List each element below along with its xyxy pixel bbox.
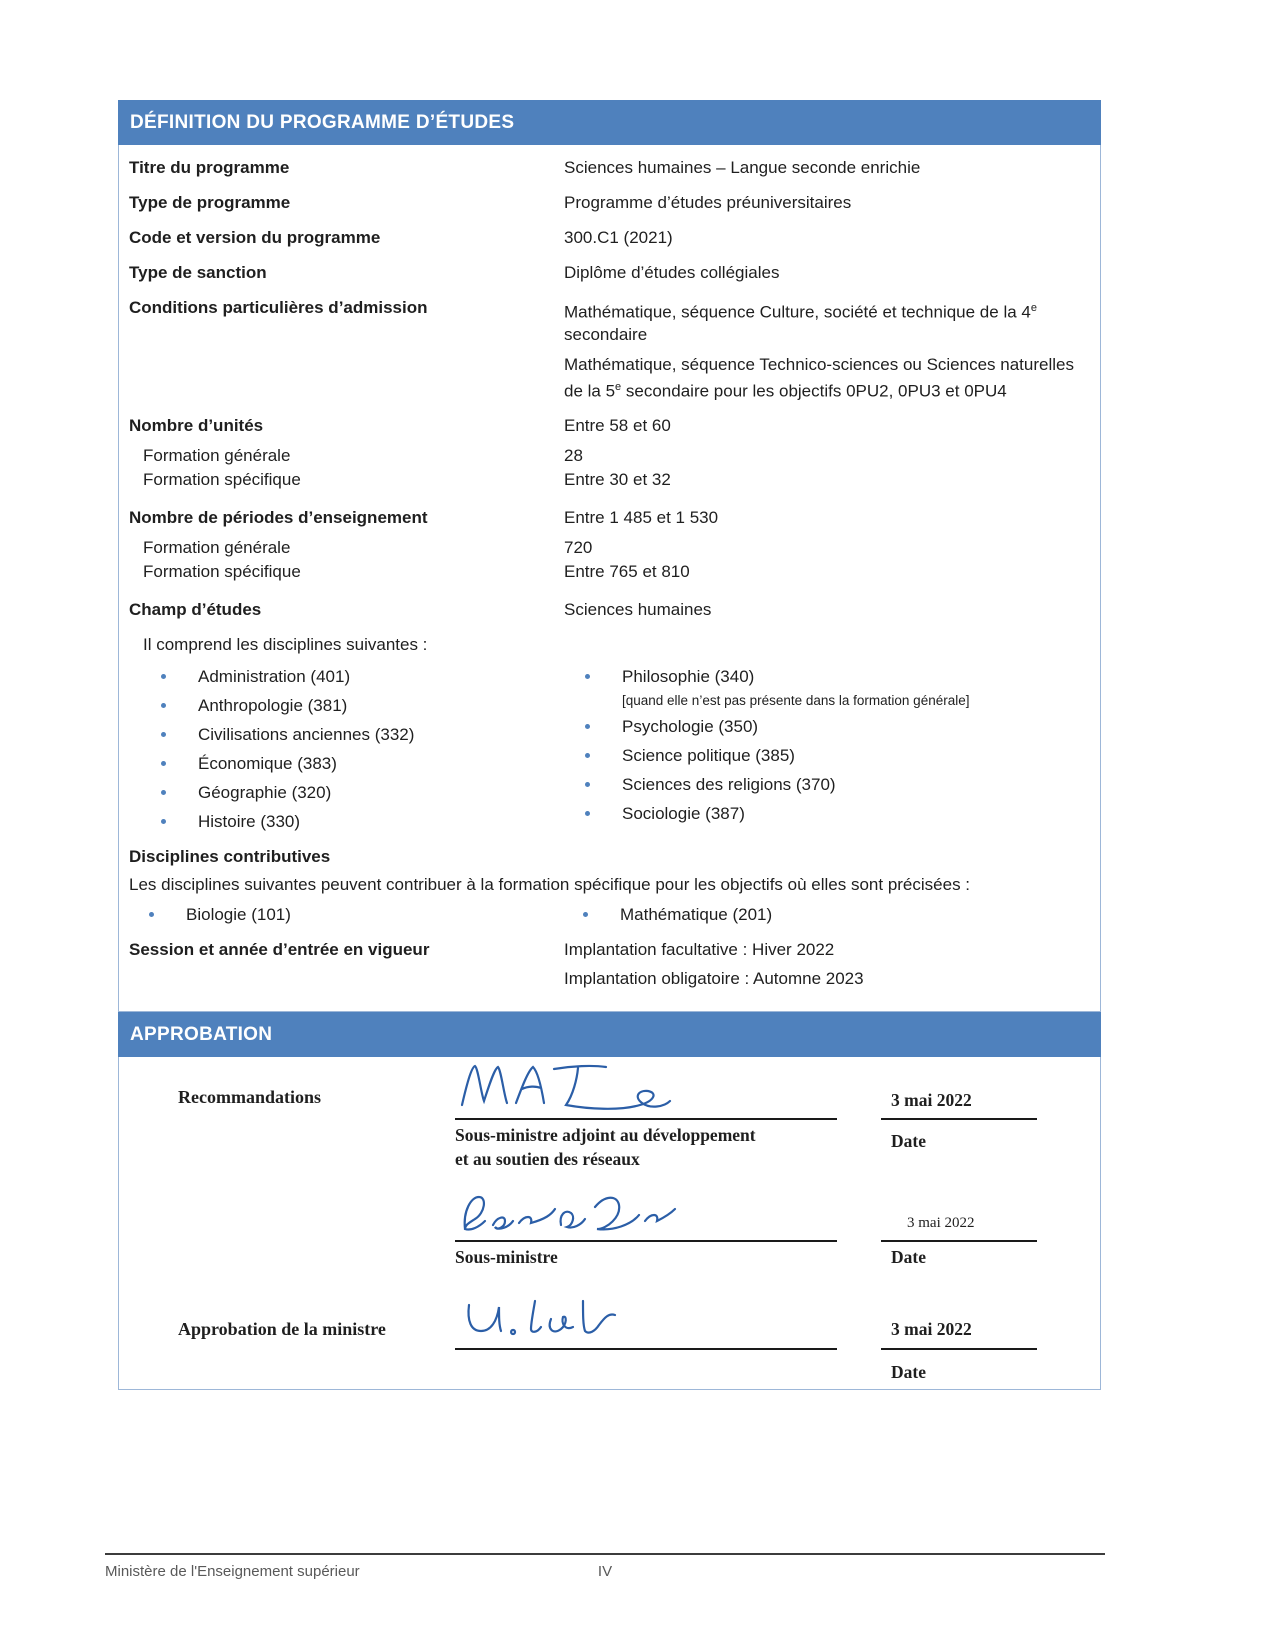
field-value: Programme d’études préuniversitaires [564, 193, 852, 212]
date-label-2: Date [891, 1247, 926, 1268]
list-item [585, 803, 1090, 825]
contributives-heading: Disciplines contributives [129, 847, 331, 867]
subfield-value: Entre 765 et 810 [564, 562, 690, 582]
field-value [564, 939, 1090, 990]
discipline-label: Psychologie (350) [622, 717, 759, 737]
session-value-1: Implantation facultative : Hiver 2022 [564, 940, 835, 960]
date-value-2: 3 mai 2022 [907, 1215, 975, 1232]
field-row-sanction [129, 262, 1090, 284]
signature-line-3 [455, 1348, 837, 1350]
document-body [118, 100, 1101, 1390]
list-item [583, 904, 1090, 926]
list-item [161, 782, 564, 804]
subfield-label: Formation générale [143, 446, 291, 466]
signature-title-1: Sous-ministre adjoint au développement et au soutien des réseaux [455, 1125, 756, 1170]
field-row-titre [129, 157, 1090, 179]
discipline-label: Administration (401) [198, 667, 351, 687]
bullet-icon [583, 912, 588, 917]
contributives-intro: Les disciplines suivantes peuvent contribuer à la formation spécifique pour les objectifs où elles sont précisées : [129, 875, 971, 895]
bullet-icon [161, 703, 166, 708]
list-item [585, 774, 1090, 796]
signature-sous-ministre-adjoint [454, 1059, 724, 1117]
discipline-label: Mathématique (201) [620, 905, 773, 925]
bullet-icon [161, 819, 166, 824]
list-item [585, 666, 1090, 688]
field-label: Nombre d’unités [129, 416, 264, 436]
contributives-column-right [564, 904, 1090, 933]
field-label: Nombre de périodes d’enseignement [129, 508, 428, 528]
field-row-periodes [129, 507, 1090, 529]
field-label: Type de programme [129, 193, 291, 212]
field-label: Code et version du programme [129, 228, 381, 247]
bullet-icon [585, 811, 590, 816]
definition-section-title: DÉFINITION DU PROGRAMME D’ÉTUDES [130, 111, 515, 133]
list-item [161, 811, 564, 833]
date-line-1 [881, 1118, 1037, 1120]
footer-row [105, 1563, 1105, 1580]
contributives-column-left [129, 904, 564, 933]
discipline-label: Philosophie (340) [622, 667, 755, 687]
page-footer [105, 1553, 1105, 1580]
bullet-icon [161, 790, 166, 795]
field-label: Titre du programme [129, 158, 290, 177]
bullet-icon [585, 724, 590, 729]
subfield-row [129, 561, 1090, 583]
field-label: Conditions particulières d’admission [129, 298, 428, 317]
subfield-row [129, 537, 1090, 559]
signature-line-2 [455, 1240, 837, 1242]
approbation-ministre-label: Approbation de la ministre [178, 1319, 386, 1340]
disciplines-column-right [564, 666, 1090, 840]
disciplines-column-left [129, 666, 564, 840]
session-value-2: Implantation obligatoire : Automne 2023 [564, 969, 864, 989]
field-row-champ [129, 599, 1090, 621]
field-row-conditions [129, 297, 1090, 402]
discipline-label: Sociologie (387) [622, 804, 745, 824]
discipline-label: Science politique (385) [622, 746, 795, 766]
subfield-value: Entre 30 et 32 [564, 470, 671, 490]
list-item [149, 904, 564, 926]
periodes-breakdown [129, 537, 1090, 583]
date-label-3: Date [891, 1362, 926, 1383]
conditions-paragraph-1: Mathématique, séquence Culture, société et technique de la 4e secondaire [564, 302, 1037, 344]
field-label: Champ d’études [129, 600, 262, 620]
subfield-label: Formation spécifique [143, 470, 301, 490]
bullet-icon [161, 674, 166, 679]
field-value: Sciences humaines [564, 600, 712, 620]
subfield-value: 28 [564, 446, 583, 466]
signature-line-1 [455, 1118, 837, 1120]
definition-section-header [118, 100, 1101, 145]
list-item [161, 666, 564, 688]
discipline-label: Biologie (101) [186, 905, 291, 925]
date-label-1: Date [891, 1131, 926, 1152]
field-value: Diplôme d’études collégiales [564, 263, 780, 282]
subfield-value: 720 [564, 538, 593, 558]
footer-page-number: IV [597, 1563, 613, 1580]
discipline-label: Géographie (320) [198, 783, 332, 803]
field-value [564, 297, 1090, 402]
field-label: Session et année d’entrée en vigueur [129, 940, 430, 960]
subfield-row [129, 469, 1090, 491]
discipline-label: Économique (383) [198, 754, 337, 774]
definition-section-body [118, 145, 1101, 1012]
field-value: Sciences humaines – Langue seconde enrichie [564, 158, 921, 177]
field-row-code [129, 227, 1090, 249]
signature-title-2: Sous-ministre [455, 1247, 558, 1268]
approbation-section-body [118, 1057, 1101, 1390]
subfield-row [129, 445, 1090, 467]
subfield-label: Formation spécifique [143, 562, 301, 582]
date-value-1: 3 mai 2022 [891, 1090, 972, 1111]
unites-breakdown [129, 445, 1090, 491]
bullet-icon [161, 732, 166, 737]
field-row-type [129, 192, 1090, 214]
field-label: Type de sanction [129, 263, 267, 282]
disciplines-intro: Il comprend les disciplines suivantes : [143, 635, 428, 655]
list-item [161, 753, 564, 775]
disciplines-list [129, 666, 1090, 840]
subfield-label: Formation générale [143, 538, 291, 558]
field-value: Entre 58 et 60 [564, 416, 671, 436]
date-value-3: 3 mai 2022 [891, 1319, 972, 1340]
field-row-session [129, 939, 1090, 990]
field-value: Entre 1 485 et 1 530 [564, 508, 719, 528]
footer-divider [105, 1553, 1105, 1555]
conditions-paragraph-2: Mathématique, séquence Technico-sciences ou Sciences naturelles de la 5e secondaire pour les objectifs 0PU2, 0PU3 et 0PU4 [564, 354, 1074, 401]
list-item [161, 724, 564, 746]
recommandations-label: Recommandations [178, 1087, 321, 1108]
bullet-icon [585, 753, 590, 758]
field-value: 300.C1 (2021) [564, 228, 673, 247]
approbation-section-header [118, 1012, 1101, 1057]
discipline-label: Histoire (330) [198, 812, 301, 832]
footer-ministry-name: Ministère de l'Enseignement supérieur [105, 1563, 360, 1580]
discipline-note: [quand elle n’est pas présente dans la formation générale] [622, 693, 970, 709]
list-item [585, 745, 1090, 767]
list-item [585, 716, 1090, 738]
approbation-section-title: APPROBATION [130, 1023, 273, 1045]
bullet-icon [585, 782, 590, 787]
date-line-2 [881, 1240, 1037, 1242]
bullet-icon [161, 761, 166, 766]
contributives-list [129, 904, 1090, 933]
signature-ministre [459, 1289, 649, 1345]
discipline-label: Civilisations anciennes (332) [198, 725, 415, 745]
bullet-icon [149, 912, 154, 917]
field-row-unites [129, 415, 1090, 437]
date-line-3 [881, 1348, 1037, 1350]
discipline-label: Anthropologie (381) [198, 696, 348, 716]
list-item [161, 695, 564, 717]
signature-sous-ministre [455, 1185, 685, 1237]
bullet-icon [585, 674, 590, 679]
discipline-label: Sciences des religions (370) [622, 775, 836, 795]
